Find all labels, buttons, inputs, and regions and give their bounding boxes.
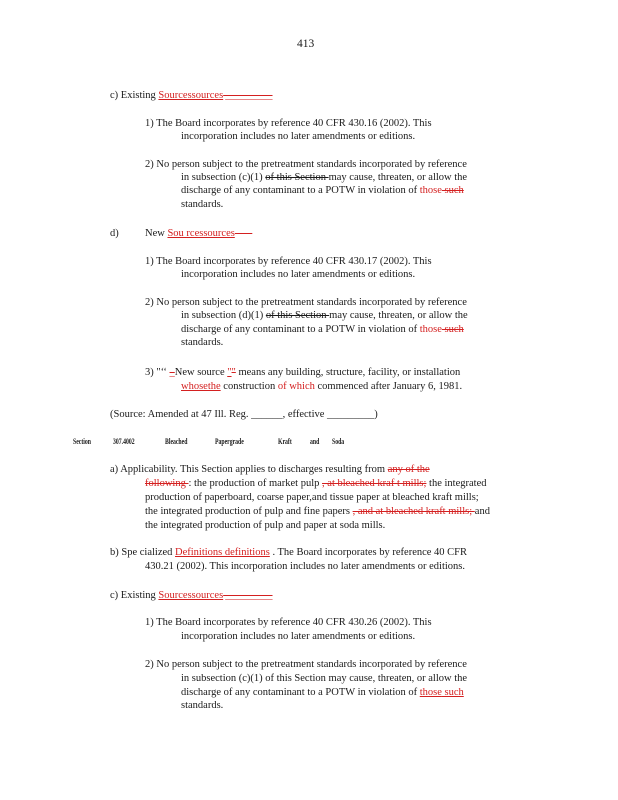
- inserted-text: those: [419, 324, 442, 335]
- paragraph-line: 1) The Board incorporates by reference 40 CFR 430.16 (2002). This: [145, 118, 432, 129]
- inserted-text: of which: [277, 381, 315, 392]
- deleted-text: following: [145, 478, 189, 489]
- deleted-text: , at bleached kraf t mills;: [322, 478, 427, 489]
- subsection-d-label: d): [110, 228, 119, 239]
- paragraph-line: 430.21 (2002). This incorporation includes no later amendments or editions.: [145, 561, 465, 572]
- section-heading-word: and: [310, 437, 320, 446]
- section-heading-word: Section: [73, 437, 91, 446]
- deleted-text: of this Section: [265, 310, 330, 321]
- paragraph-line: discharge of any contaminant to a POTW in violation of those such: [181, 687, 464, 698]
- paragraph-line: incorporation includes no later amendments or editions.: [181, 269, 416, 280]
- paragraph-line: standards.: [181, 199, 224, 210]
- paragraph-line: 1) The Board incorporates by reference 40 CFR 430.26 (2002). This: [145, 617, 432, 628]
- paragraph-line: the integrated production of pulp and fine papers , and at bleached kraft mills; and: [145, 506, 490, 517]
- source-note: (Source: Amended at 47 Ill. Reg. ______, effective _________): [110, 409, 378, 420]
- paragraph-line: discharge of any contaminant to a POTW in violation of those such: [181, 185, 464, 196]
- paragraph-line: b) Spe cialized Definitions definitions . The Board incorporates by reference 40 CFR: [110, 547, 468, 558]
- inserted-text: such: [441, 687, 464, 698]
- deleted-text: , and at bleached kraft mills;: [352, 506, 475, 517]
- paragraph-line: a) Applicability. This Section applies to discharges resulting from any of the: [110, 464, 430, 475]
- subsection-c-heading: c) Existing Sourcessources _________: [110, 90, 273, 101]
- deleted-text: _________: [223, 90, 273, 101]
- inserted-text: those: [419, 687, 442, 698]
- page-number: 413: [297, 38, 315, 50]
- deleted-text: -----: [234, 228, 253, 239]
- subsection-d-heading: New Sou rcessources-----: [145, 228, 253, 239]
- deleted-text: _________: [223, 590, 273, 601]
- paragraph-line: whosethe construction of which commenced after January 6, 1981.: [181, 381, 463, 392]
- paragraph-line: following : the production of market pulp , at bleached kraf t mills; the integrated: [145, 478, 487, 489]
- inserted-text: whosethe: [181, 381, 221, 392]
- deleted-text: such: [441, 185, 464, 196]
- paragraph-line: 2) No person subject to the pretreatment standards incorporated by reference: [145, 659, 467, 670]
- paragraph-line: in subsection (c)(1) of this Section may cause, threaten, or allow the: [181, 172, 468, 183]
- deleted-text: any of the: [387, 464, 430, 475]
- inserted-text: Sourcessources: [158, 590, 224, 601]
- paragraph-line: in subsection (c)(1) of this Section may cause, threaten, or allow the: [181, 673, 468, 684]
- paragraph-line: 2) No person subject to the pretreatment standards incorporated by reference: [145, 159, 467, 170]
- section-heading-number: 307.4002: [113, 437, 135, 446]
- deleted-text: _: [169, 367, 175, 378]
- inserted-text: Sourcessources: [158, 90, 224, 101]
- section-heading-word: Papergrade: [215, 437, 244, 446]
- paragraph-line: 3) "‘‘ _New source "" means any building, structure, facility, or installation: [145, 367, 461, 378]
- paragraph-line: 1) The Board incorporates by reference 40 CFR 430.17 (2002). This: [145, 256, 432, 267]
- section-heading-word: Soda: [332, 437, 345, 446]
- paragraph-line: incorporation includes no later amendments or editions.: [181, 131, 416, 142]
- deleted-text: such: [441, 324, 464, 335]
- subsection-c-heading: c) Existing Sourcessources _________: [110, 590, 273, 601]
- inserted-text: ": [227, 367, 232, 378]
- inserted-text: Definitions definitions: [175, 547, 270, 558]
- deleted-text: ": [231, 367, 236, 378]
- paragraph-line: in subsection (d)(1) of this Section may cause, threaten, or allow the: [181, 310, 468, 321]
- paragraph-line: discharge of any contaminant to a POTW in violation of those such: [181, 324, 464, 335]
- section-heading-word: Kraft: [278, 437, 292, 446]
- deleted-text: of this Section: [265, 172, 329, 183]
- paragraph-line: standards.: [181, 337, 224, 348]
- paragraph-line: 2) No person subject to the pretreatment standards incorporated by reference: [145, 297, 467, 308]
- paragraph-line: standards.: [181, 700, 224, 711]
- paragraph-line: incorporation includes no later amendments or editions.: [181, 631, 416, 642]
- section-heading-word: Bleached: [165, 437, 188, 446]
- inserted-text: Sou rcessources: [167, 228, 235, 239]
- inserted-text: those: [419, 185, 442, 196]
- paragraph-line: production of paperboard, coarse paper,and tissue paper at bleached kraft mills;: [145, 492, 479, 503]
- paragraph-line: the integrated production of pulp and paper at soda mills.: [145, 520, 386, 531]
